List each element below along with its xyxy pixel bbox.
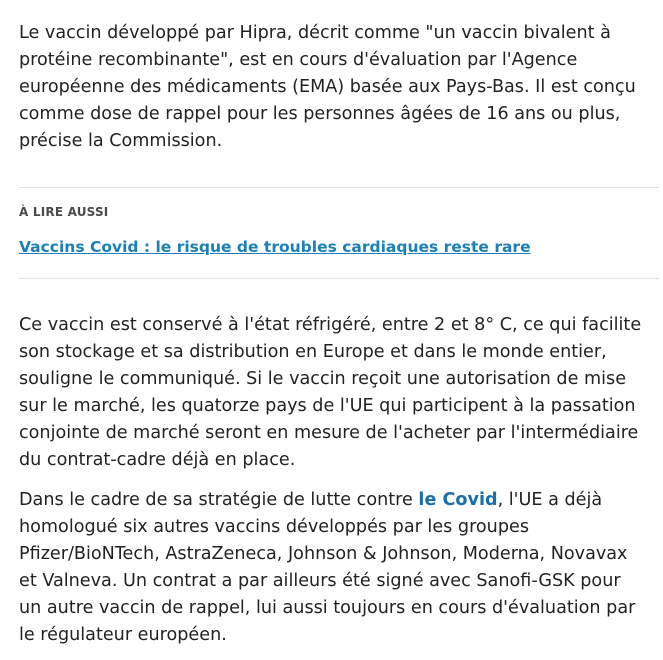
paragraph-eu-strategy	[19, 487, 644, 649]
paragraph-storage: Ce vaccin est conservé à l'état réfrigéré, entre 2 et 8° C, ce qui facilite son stockage et sa distribution en Europe et dans le monde entier, souligne le communiqué. Si le vaccin reçoit une autorisation de mise sur le marché, les quatorze pays de l'UE qui participent à la passation conjointe de marché seront en mesure de l'acheter par l'intermédiaire du contrat-cadre déjà en place.	[19, 315, 642, 470]
paragraph-eu-strategy-text-after: , l'UE a déjà homologué six autres vaccins développés par les groupes Pfizer/BioNTech, AstraZeneca, Johnson & Johnson, Moderna, Novavax et Valneva. Un contrat a par ailleurs été signé avec Sanofi-GSK pour un autre vaccin de rappel, lui aussi toujours en cours d'évaluation par le régulateur européen.	[19, 490, 636, 645]
related-article-box	[19, 187, 659, 279]
paragraph-hipra-vaccine: Le vaccin développé par Hipra, décrit comme "un vaccin bivalent à protéine recombinante", est en cours d'évaluation par l'Agence européenne des médicaments (EMA) basée aux Pays-Bas. Il est conçu comme dose de rappel pour les personnes âgées de 16 ans ou plus, précise la Commission.	[19, 23, 636, 151]
related-article-link[interactable]: Vaccins Covid : le risque de troubles cardiaques reste rare	[19, 238, 531, 256]
covid-link[interactable]: le Covid	[418, 490, 498, 510]
paragraph-eu-strategy-text-before: Dans le cadre de sa stratégie de lutte contre	[19, 490, 419, 510]
related-kicker: À LIRE AUSSI	[19, 205, 109, 219]
